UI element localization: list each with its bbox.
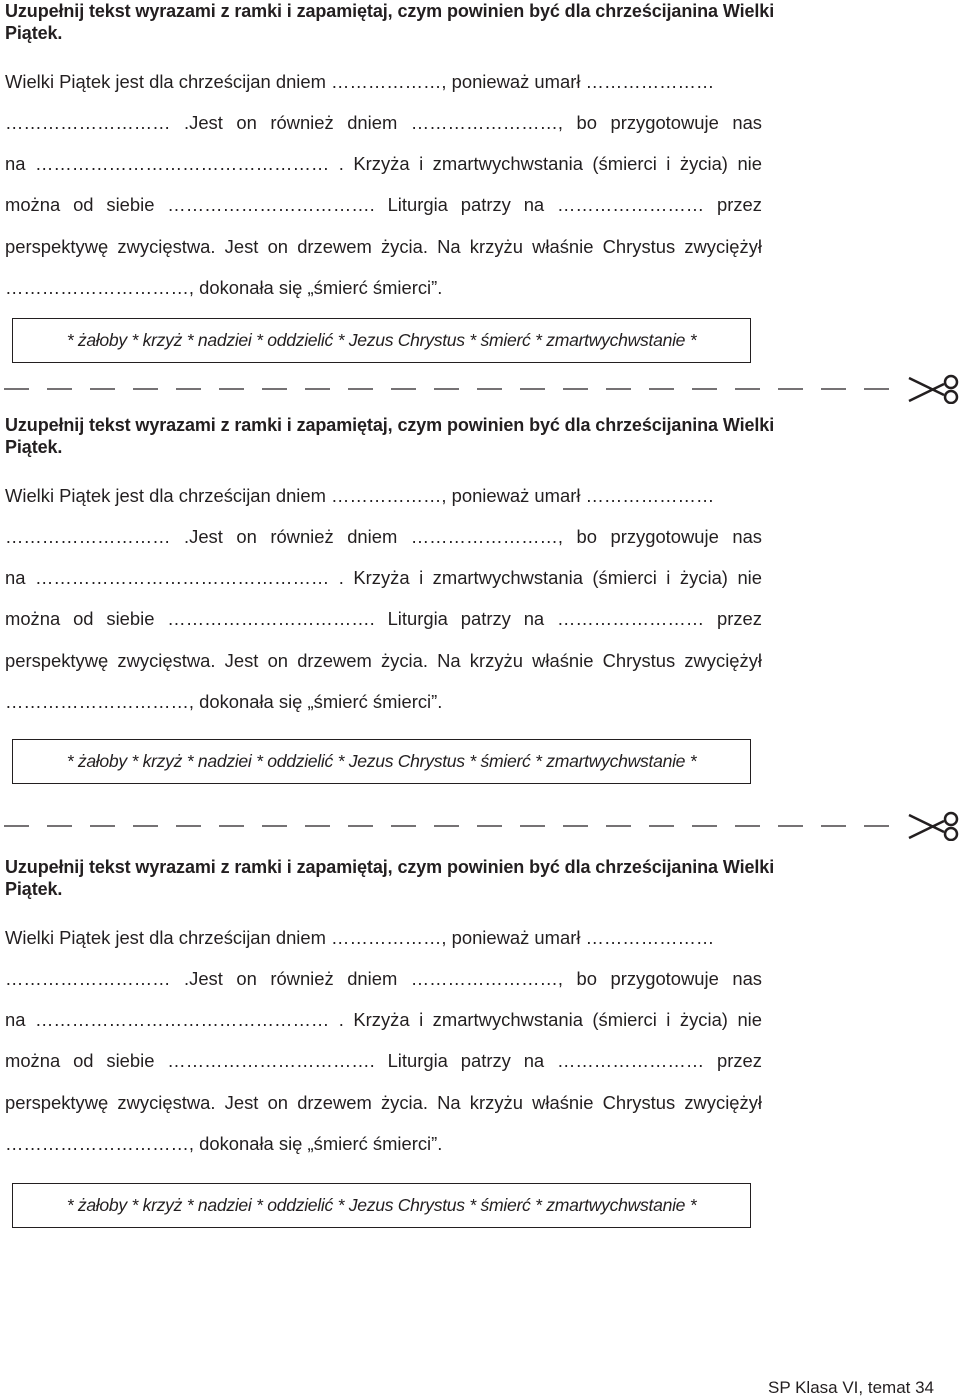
text-line-5: perspektywę zwycięstwa. Jest on drzewem życia. Na krzyżu właśnie Chrystus zwyciężył — [5, 650, 762, 671]
text-line-1: Wielki Piątek jest dla chrześcijan dniem ………………, ponieważ umarł ………………… — [5, 927, 715, 948]
exercise-title: Uzupełnij tekst wyrazami z ramki i zapamiętaj, czym powinien być dla chrześcijanina Wielki Piątek. — [5, 857, 775, 899]
cut-line-2 — [0, 811, 960, 841]
word-bank-box: * żałoby * krzyż * nadziei * oddzielić * Jezus Chrystus * śmierć * zmartwychwstanie * — [12, 318, 751, 363]
scissors-icon — [909, 376, 957, 403]
text-line-2: ……………………… .Jest on również dniem ……………………, bo przygotowuje nas — [5, 526, 762, 547]
text-line-3: na ………………………………………… . Krzyża i zmartwychwstania (śmierci i życia) nie — [5, 567, 762, 588]
text-line-4: można od siebie ……………………………. Liturgia patrzy na …………………… przez — [5, 1050, 762, 1071]
exercise-title: Uzupełnij tekst wyrazami z ramki i zapamiętaj, czym powinien być dla chrześcijanina Wielki Piątek. — [5, 415, 775, 457]
word-bank-box: * żałoby * krzyż * nadziei * oddzielić * Jezus Chrystus * śmierć * zmartwychwstanie * — [12, 1183, 751, 1228]
cut-line-graphic — [0, 811, 960, 841]
word-bank-box: * żałoby * krzyż * nadziei * oddzielić * Jezus Chrystus * śmierć * zmartwychwstanie * — [12, 739, 751, 784]
page-footer: SP Klasa VI, temat 34 — [768, 1378, 934, 1397]
cut-line-1 — [0, 374, 960, 404]
cut-line-graphic — [0, 374, 960, 404]
text-line-5: perspektywę zwycięstwa. Jest on drzewem życia. Na krzyżu właśnie Chrystus zwyciężył — [5, 236, 762, 257]
text-line-5: perspektywę zwycięstwa. Jest on drzewem życia. Na krzyżu właśnie Chrystus zwyciężył — [5, 1092, 762, 1113]
text-line-1: Wielki Piątek jest dla chrześcijan dniem ………………, ponieważ umarł ………………… — [5, 71, 715, 92]
exercise-title: Uzupełnij tekst wyrazami z ramki i zapamiętaj, czym powinien być dla chrześcijanina Wielki Piątek. — [5, 1, 775, 43]
text-line-4: można od siebie ……………………………. Liturgia patrzy na …………………… przez — [5, 608, 762, 629]
text-line-1: Wielki Piątek jest dla chrześcijan dniem ………………, ponieważ umarł ………………… — [5, 485, 715, 506]
scissors-icon — [909, 813, 957, 840]
text-line-2: ……………………… .Jest on również dniem ……………………, bo przygotowuje nas — [5, 968, 762, 989]
text-line-6: …………………………, dokonała się „śmierć śmierci”. — [5, 277, 443, 298]
text-line-4: można od siebie ……………………………. Liturgia patrzy na …………………… przez — [5, 194, 762, 215]
text-line-3: na ………………………………………… . Krzyża i zmartwychwstania (śmierci i życia) nie — [5, 153, 762, 174]
text-line-6: …………………………, dokonała się „śmierć śmierci”. — [5, 1133, 443, 1154]
text-line-2: ……………………… .Jest on również dniem ……………………, bo przygotowuje nas — [5, 112, 762, 133]
text-line-3: na ………………………………………… . Krzyża i zmartwychwstania (śmierci i życia) nie — [5, 1009, 762, 1030]
text-line-6: …………………………, dokonała się „śmierć śmierci”. — [5, 691, 443, 712]
